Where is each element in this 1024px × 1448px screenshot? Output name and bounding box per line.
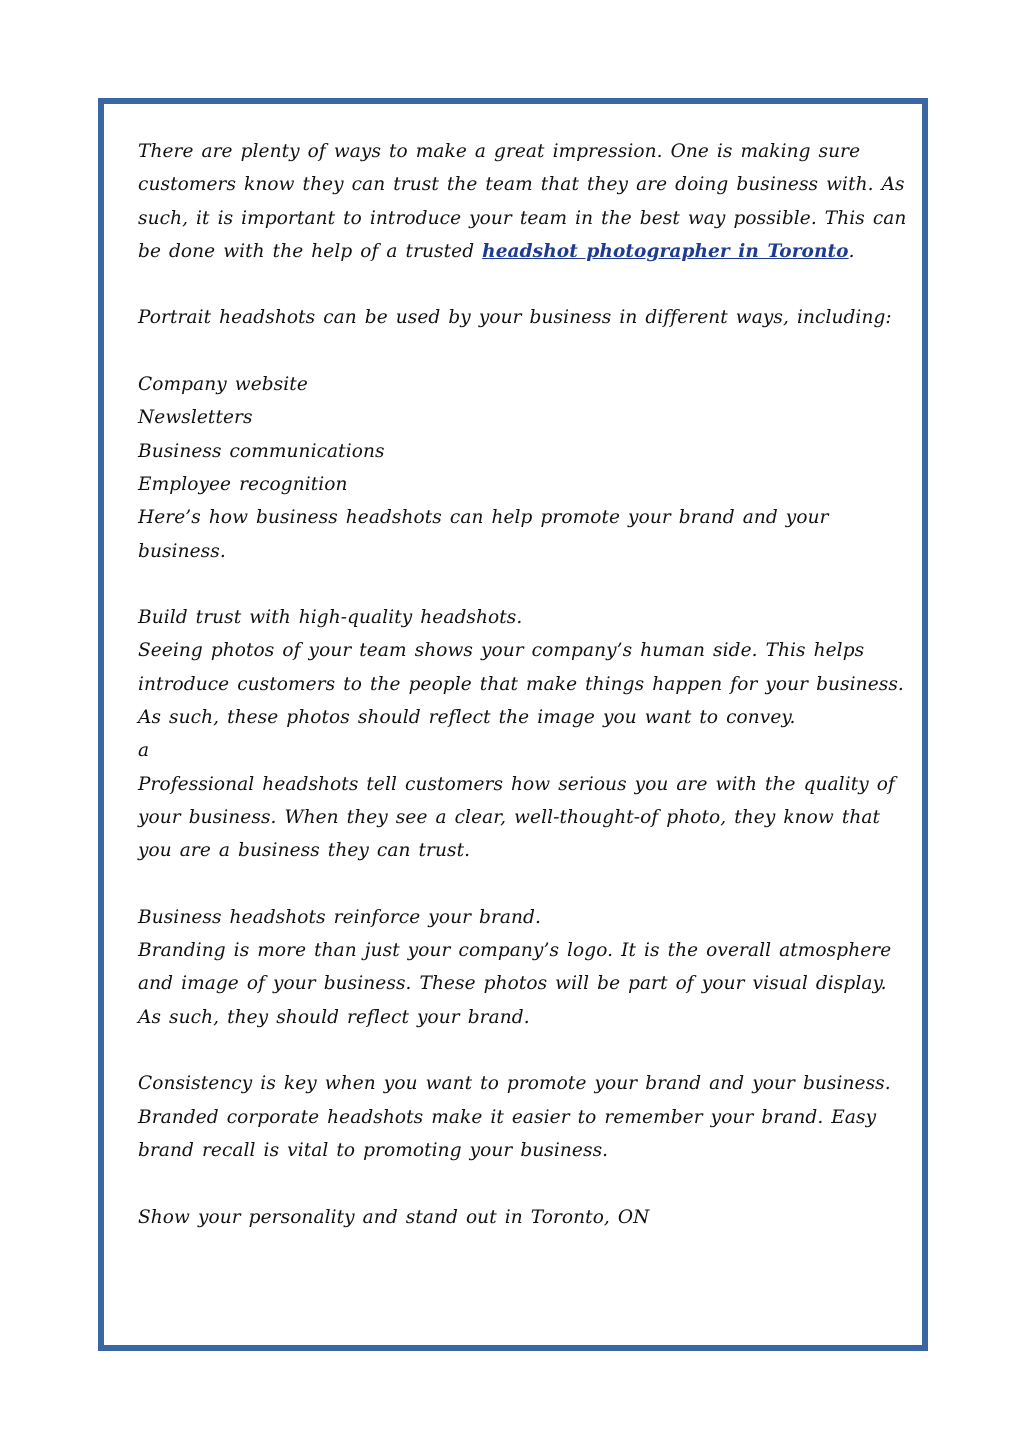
spacer (138, 1167, 908, 1200)
trust-paragraph-1: Seeing photos of your team shows your company’s human side. This helps introduce customers to the people that make things happen for your business. As such, these photos should reflect the image you want to convey. (138, 640, 904, 729)
headshot-photographer-link[interactable]: headshot photographer in Toronto (482, 240, 849, 262)
brand-heading: Business headshots reinforce your brand. (138, 906, 541, 928)
brand-paragraph-2: Consistency is key when you want to promote your brand and your business. Branded corporate headshots make it easier to remember your brand. Easy brand recall is vital to promoting your business. (138, 1073, 891, 1161)
trust-paragraph-2: Professional headshots tell customers how serious you are with the quality of your business. When they see a clear, well-thought-of photo, they know that you are a business they can trust. (138, 773, 895, 862)
spacer (138, 335, 908, 368)
spacer (138, 868, 908, 901)
brand-paragraph-1: Branding is more than just your company’s logo. It is the overall atmosphere and image of your business. These photos will be part of your visual display. As such, they should reflect your brand. (138, 940, 892, 1028)
promote-line: Here’s how business headshots can help promote your brand and your business. (138, 507, 829, 562)
list-item: Company website (138, 374, 308, 396)
intro-text: There are plenty of ways to make a great impression. One is making sure customers know they can trust the team that they are doing business with. As such, it is important to introduce your team in the best way possible. This can be done with the help of a trusted (138, 141, 907, 262)
list-item: Newsletters (138, 407, 253, 429)
stray-character: a (138, 740, 150, 762)
closing-heading: Show your personality and stand out in Toronto, ON (138, 1206, 650, 1228)
list-item: Business communications (138, 440, 385, 462)
spacer (138, 1034, 908, 1067)
trust-heading: Build trust with high-quality headshots. (138, 607, 523, 629)
spacer (138, 568, 908, 601)
uses-heading: Portrait headshots can be used by your business in different ways, including: (138, 307, 892, 329)
spacer (138, 268, 908, 301)
intro-text-end: . (848, 240, 855, 262)
document-body (138, 135, 908, 1234)
list-item: Employee recognition (138, 473, 348, 495)
page-border-frame (98, 98, 928, 1351)
intro-paragraph (138, 135, 908, 268)
